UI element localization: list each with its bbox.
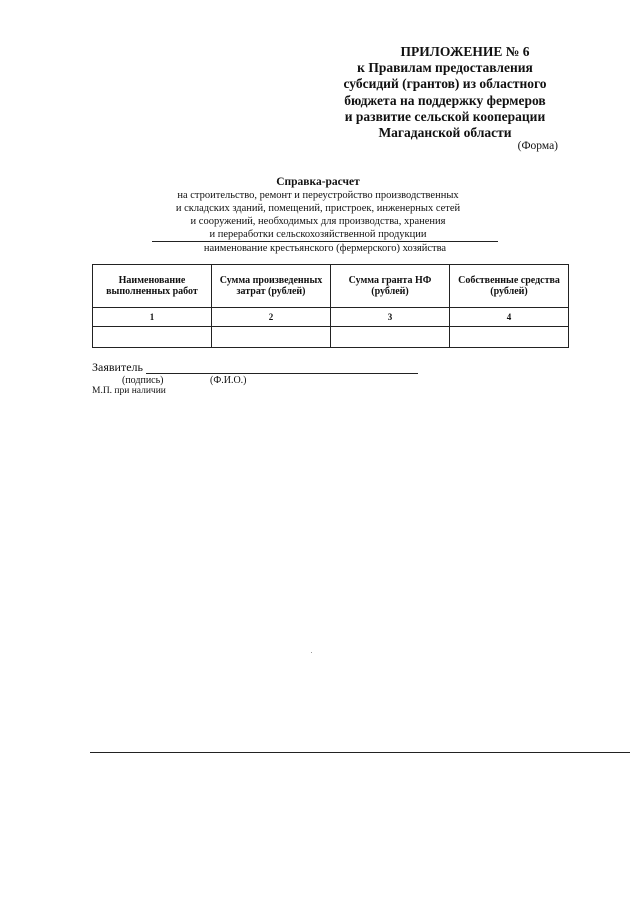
appendix-line: и развитие сельской кооперации: [344, 108, 546, 124]
appendix-header: [300, 44, 590, 141]
calculation-table: [92, 264, 569, 348]
form-label: (Форма): [517, 140, 558, 152]
appendix-line: субсидий (грантов) из областного: [343, 76, 547, 92]
header-grant: Сумма гранта НФ (рублей): [331, 265, 450, 308]
column-number: 3: [331, 308, 450, 327]
title-main: Справка-расчет: [276, 176, 360, 188]
header-costs: Сумма произведенных затрат (рублей): [212, 265, 331, 308]
table-cell: [212, 327, 331, 348]
column-number: 1: [93, 308, 212, 327]
table-number-row: [93, 308, 569, 327]
column-number: 4: [450, 308, 569, 327]
table-cell: [331, 327, 450, 348]
appendix-line: Магаданской области: [378, 125, 512, 141]
column-number: 2: [212, 308, 331, 327]
appendix-line: к Правилам предоставления: [357, 60, 533, 76]
page-bottom-rule: [90, 752, 630, 753]
signature-caption: (подпись): [122, 375, 164, 386]
stamp-note: М.П. при наличии: [92, 386, 166, 396]
title-line: на строительство, ремонт и переустройство производственных: [177, 190, 459, 201]
farm-name-caption: наименование крестьянского (фермерского) хозяйства: [203, 243, 447, 254]
title-line: и сооружений, необходимых для производства, хранения: [190, 216, 446, 227]
header-works: Наименование выполненных работ: [93, 265, 212, 308]
full-name-caption: (Ф.И.О.): [210, 375, 247, 386]
table-header-row: [93, 265, 569, 308]
table-row: [93, 327, 569, 348]
scan-speck: [311, 652, 312, 653]
header-own-funds: Собственные средства (рублей): [450, 265, 569, 308]
applicant-label: Заявитель: [92, 360, 143, 374]
appendix-number: ПРИЛОЖЕНИЕ № 6: [400, 44, 530, 59]
appendix-line: бюджета на поддержку фермеров: [344, 92, 546, 108]
table-cell: [450, 327, 569, 348]
applicant-signature-line: [146, 373, 418, 374]
title-line: и складских зданий, помещений, пристроек, инженерных сетей: [175, 203, 461, 214]
title-line: и переработки сельскохозяйственной продукции: [209, 229, 427, 240]
farm-name-line: [152, 241, 498, 242]
table-cell: [93, 327, 212, 348]
document-title: [128, 176, 508, 241]
